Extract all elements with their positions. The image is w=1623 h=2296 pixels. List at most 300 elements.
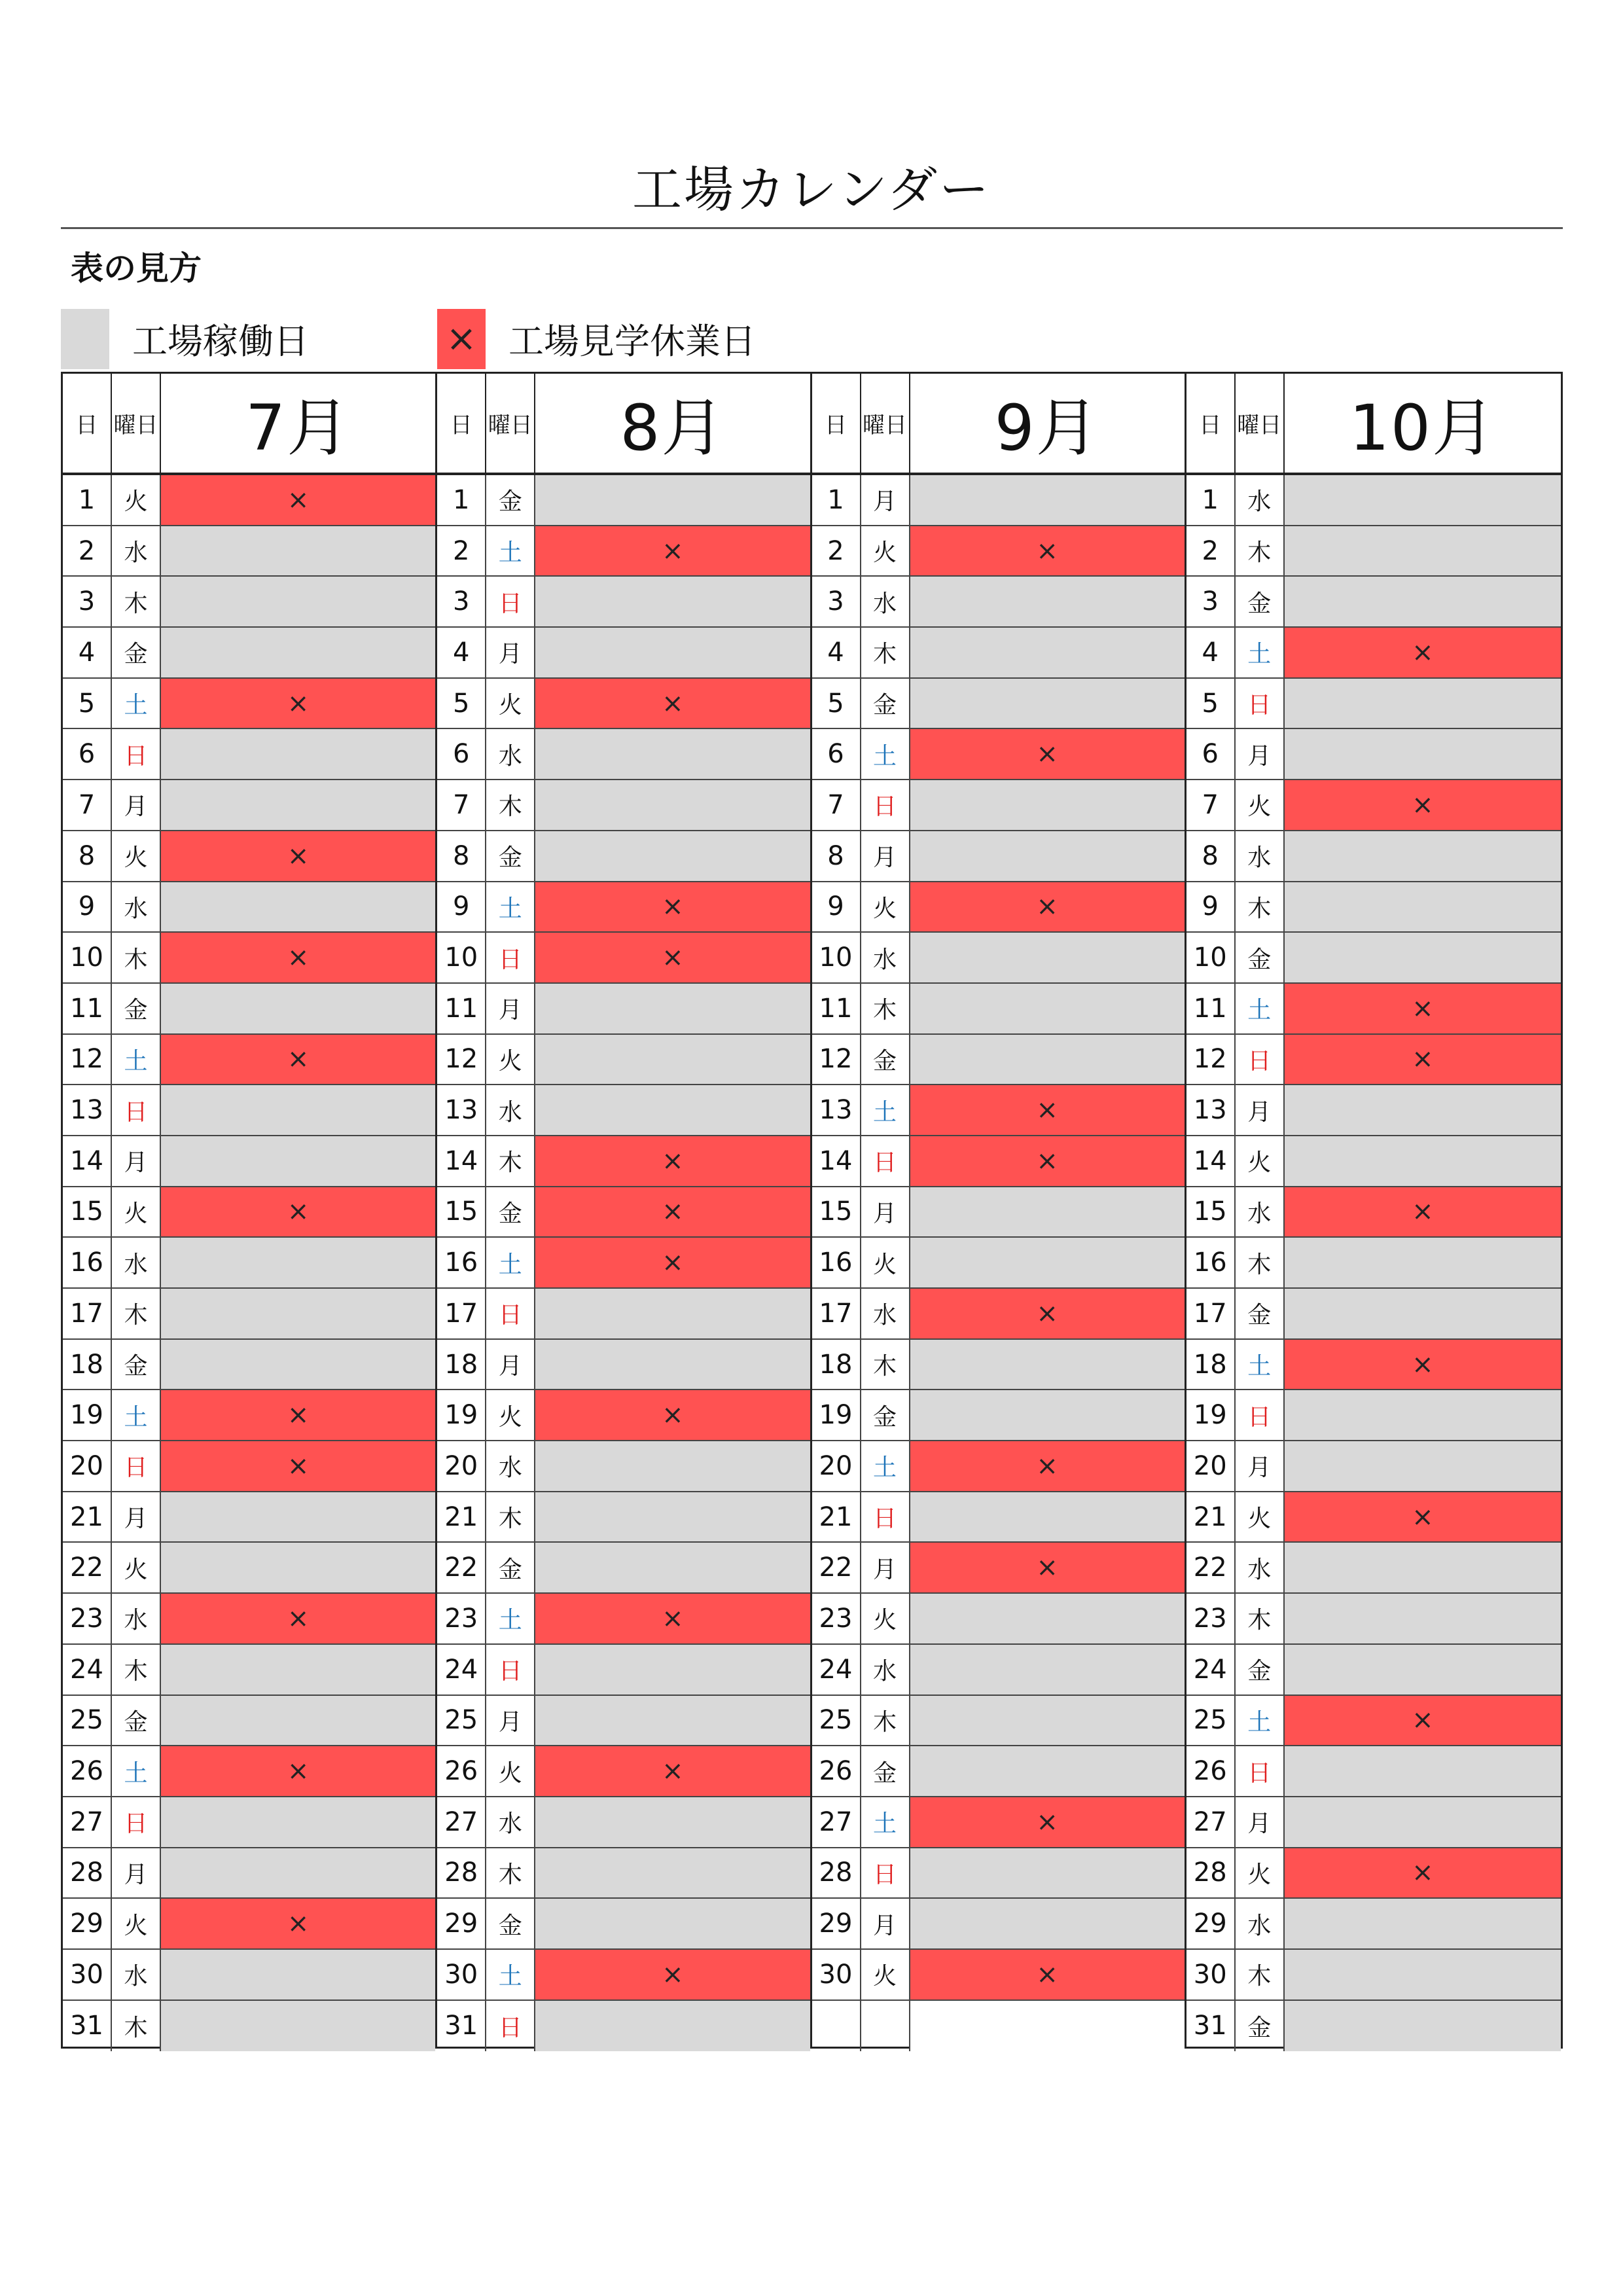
weekday: 水 [861, 933, 910, 982]
weekday: 水 [1236, 831, 1285, 881]
work-day-status [910, 1696, 1185, 1746]
day-row [1186, 1390, 1561, 1441]
day-number: 10 [63, 933, 112, 982]
day-number: 2 [63, 526, 112, 576]
day-number: 18 [63, 1340, 112, 1390]
day-number: 6 [437, 729, 486, 779]
day-row [812, 1950, 1185, 2001]
weekday: 金 [486, 831, 535, 881]
weekday: 火 [861, 1950, 910, 2000]
work-day-status [161, 1696, 435, 1746]
day-row [437, 882, 810, 933]
work-day-status [910, 1746, 1185, 1796]
weekday: 火 [112, 1899, 161, 1948]
day-number: 17 [63, 1289, 112, 1338]
weekday: 火 [1236, 780, 1285, 830]
day-number: 25 [63, 1696, 112, 1746]
day-row [1186, 1696, 1561, 1747]
weekday: 金 [486, 1543, 535, 1592]
day-row [812, 577, 1185, 628]
weekday: 火 [486, 1390, 535, 1440]
day-row [1186, 1543, 1561, 1594]
day-row [63, 628, 435, 679]
day-number: 14 [812, 1136, 861, 1186]
day-number: 20 [1186, 1441, 1236, 1491]
closed-day-status: × [161, 1390, 435, 1440]
work-day-status [1285, 1899, 1561, 1948]
weekday: 月 [112, 1848, 161, 1898]
day-number: 19 [812, 1390, 861, 1440]
day-row [437, 475, 810, 526]
closed-day-status: × [535, 679, 810, 728]
work-day-status [1285, 882, 1561, 932]
closed-day-status: × [535, 1746, 810, 1796]
day-row [63, 2001, 435, 2052]
day-number: 3 [63, 577, 112, 626]
work-day-status [161, 1492, 435, 1542]
day-number: 15 [1186, 1187, 1236, 1237]
day-row [63, 1797, 435, 1848]
weekday: 木 [861, 1340, 910, 1390]
month-header [63, 374, 435, 475]
weekday: 土 [486, 1594, 535, 1643]
day-number: 2 [1186, 526, 1236, 576]
closed-day-status: × [910, 1441, 1185, 1491]
month-header [437, 374, 810, 475]
day-row [812, 1441, 1185, 1492]
day-rows [63, 475, 435, 2051]
day-row [63, 831, 435, 882]
weekday: 水 [486, 1085, 535, 1135]
day-row [63, 1390, 435, 1441]
day-row [1186, 1085, 1561, 1136]
weekday: 木 [861, 984, 910, 1033]
weekday: 木 [486, 1492, 535, 1542]
day-number: 5 [812, 679, 861, 728]
weekday: 水 [112, 882, 161, 932]
day-row [812, 1797, 1185, 1848]
day-number: 16 [437, 1238, 486, 1287]
day-row [812, 2001, 1185, 2052]
closed-day-status: × [161, 1594, 435, 1643]
day-number: 30 [437, 1950, 486, 2000]
weekday: 火 [861, 1594, 910, 1643]
day-number: 21 [1186, 1492, 1236, 1542]
work-day-status [1285, 1238, 1561, 1287]
weekday: 火 [1236, 1492, 1285, 1542]
closed-day-status: × [1285, 780, 1561, 830]
day-row [812, 1543, 1185, 1594]
day-number: 18 [812, 1340, 861, 1390]
day-number: 16 [1186, 1238, 1236, 1287]
weekday: 金 [112, 1340, 161, 1390]
day-row [812, 984, 1185, 1035]
day-row [1186, 2001, 1561, 2052]
day-row [1186, 679, 1561, 730]
day-number: 29 [1186, 1899, 1236, 1948]
day-number: 29 [437, 1899, 486, 1948]
work-day-status [161, 1136, 435, 1186]
weekday: 木 [112, 1645, 161, 1695]
day-number: 3 [1186, 577, 1236, 626]
day-number: 23 [63, 1594, 112, 1643]
weekday: 月 [486, 984, 535, 1033]
weekday: 金 [1236, 577, 1285, 626]
day-number: 27 [812, 1797, 861, 1847]
weekday: 日 [1236, 679, 1285, 728]
weekday: 金 [1236, 2001, 1285, 2052]
work-day-status [910, 1238, 1185, 1287]
closed-day-status: × [161, 1035, 435, 1085]
day-number: 14 [437, 1136, 486, 1186]
day-row [63, 1340, 435, 1391]
day-number: 24 [63, 1645, 112, 1695]
weekday: 水 [486, 1441, 535, 1491]
day-row [63, 1035, 435, 1086]
day-number: 4 [1186, 628, 1236, 677]
day-number: 26 [63, 1746, 112, 1796]
day-row [63, 1848, 435, 1899]
day-number: 5 [437, 679, 486, 728]
day-number: 16 [63, 1238, 112, 1287]
day-number: 15 [63, 1187, 112, 1237]
closed-day-status: × [161, 1746, 435, 1796]
weekday: 土 [861, 729, 910, 779]
day-number: 25 [812, 1696, 861, 1746]
day-row [812, 780, 1185, 831]
day-number: 18 [437, 1340, 486, 1390]
day-number: 31 [1186, 2001, 1236, 2052]
month-column [1186, 374, 1561, 2047]
day-number: 9 [812, 882, 861, 932]
day-number: 1 [63, 475, 112, 525]
work-day-status [1285, 1950, 1561, 2000]
weekday: 金 [1236, 1289, 1285, 1338]
day-number: 26 [812, 1746, 861, 1796]
day-number: 30 [63, 1950, 112, 2000]
weekday: 土 [112, 1035, 161, 1085]
day-number: 27 [63, 1797, 112, 1847]
day-row [812, 1289, 1185, 1340]
weekday: 土 [1236, 984, 1285, 1033]
day-number: 1 [812, 475, 861, 525]
day-column-header: 日 [437, 374, 486, 473]
closed-day-status: × [535, 1136, 810, 1186]
weekday: 日 [486, 1645, 535, 1695]
work-day-status [535, 1645, 810, 1695]
weekday: 土 [486, 1950, 535, 2000]
day-row [1186, 1797, 1561, 1848]
day-row [812, 1238, 1185, 1289]
work-day-status [535, 577, 810, 626]
day-column-header: 日 [63, 374, 112, 473]
work-day-status [1285, 1390, 1561, 1440]
weekday: 火 [861, 1238, 910, 1287]
weekday: 日 [112, 1441, 161, 1491]
empty-day-status [910, 2001, 1185, 2052]
work-day-status [910, 577, 1185, 626]
day-number: 21 [63, 1492, 112, 1542]
day-number: 11 [63, 984, 112, 1033]
day-row [1186, 882, 1561, 933]
day-row [437, 984, 810, 1035]
day-number: 16 [812, 1238, 861, 1287]
closed-day-status: × [910, 1085, 1185, 1135]
closed-day-status: × [535, 526, 810, 576]
work-day-status [1285, 831, 1561, 881]
day-number: 2 [812, 526, 861, 576]
work-day-status [535, 1289, 810, 1338]
day-number: 17 [1186, 1289, 1236, 1338]
closed-day-status: × [910, 729, 1185, 779]
weekday: 月 [861, 1899, 910, 1948]
weekday-column-header: 曜日 [861, 374, 910, 473]
work-day-status [535, 628, 810, 677]
work-day-label: 工場稼働日 [132, 321, 309, 362]
day-number: 15 [812, 1187, 861, 1237]
work-day-status [535, 1848, 810, 1898]
day-row [1186, 1136, 1561, 1187]
legend-heading: 表の見方 [71, 249, 202, 287]
day-row [1186, 831, 1561, 882]
day-row [437, 1746, 810, 1797]
day-number: 19 [63, 1390, 112, 1440]
month-name: 9月 [994, 391, 1100, 465]
day-number: 24 [1186, 1645, 1236, 1695]
day-number: 27 [437, 1797, 486, 1847]
weekday: 水 [1236, 1187, 1285, 1237]
day-number: 22 [63, 1543, 112, 1592]
month-name: 10月 [1349, 391, 1496, 465]
day-number: 5 [63, 679, 112, 728]
day-number: 29 [63, 1899, 112, 1948]
work-day-status [910, 1340, 1185, 1390]
weekday: 金 [486, 1187, 535, 1237]
day-number: 19 [1186, 1390, 1236, 1440]
day-number: 9 [1186, 882, 1236, 932]
day-row [1186, 1848, 1561, 1899]
work-day-status [910, 475, 1185, 525]
work-day-status [535, 831, 810, 881]
day-number: 21 [812, 1492, 861, 1542]
day-row [812, 1645, 1185, 1696]
work-day-status [535, 780, 810, 830]
weekday-column-header: 曜日 [1236, 374, 1285, 473]
day-row [437, 1645, 810, 1696]
day-row [63, 1085, 435, 1136]
weekday: 金 [486, 475, 535, 525]
work-day-status [161, 1797, 435, 1847]
work-day-status [535, 1085, 810, 1135]
work-day-status [535, 1340, 810, 1390]
day-number: 28 [812, 1848, 861, 1898]
work-day-status [535, 475, 810, 525]
closed-day-status: × [1285, 1035, 1561, 1085]
weekday: 火 [112, 475, 161, 525]
work-day-status [161, 780, 435, 830]
weekday: 土 [1236, 628, 1285, 677]
day-number: 14 [1186, 1136, 1236, 1186]
day-column-header: 日 [812, 374, 861, 473]
closed-day-status: × [910, 882, 1185, 932]
weekday: 月 [1236, 1085, 1285, 1135]
closed-day-status: × [910, 1950, 1185, 2000]
weekday: 木 [486, 1848, 535, 1898]
weekday: 土 [861, 1085, 910, 1135]
weekday: 水 [861, 577, 910, 626]
weekday: 木 [1236, 1594, 1285, 1643]
day-number: 13 [812, 1085, 861, 1135]
month-column [812, 374, 1186, 2047]
day-number: 20 [812, 1441, 861, 1491]
day-row [437, 1340, 810, 1391]
work-day-status [910, 1390, 1185, 1440]
day-row [437, 1136, 810, 1187]
day-number: 12 [63, 1035, 112, 1085]
day-number: 23 [437, 1594, 486, 1643]
day-row [1186, 577, 1561, 628]
work-day-status [1285, 1594, 1561, 1643]
day-row [437, 933, 810, 984]
weekday: 火 [1236, 1136, 1285, 1186]
weekday-column-header: 曜日 [112, 374, 161, 473]
day-number: 11 [437, 984, 486, 1033]
day-number: 31 [63, 2001, 112, 2052]
day-rows [812, 475, 1185, 2051]
work-day-status [1285, 2001, 1561, 2052]
day-row [1186, 729, 1561, 780]
weekday: 木 [486, 1136, 535, 1186]
weekday: 日 [112, 729, 161, 779]
day-row [812, 628, 1185, 679]
day-row [63, 1746, 435, 1797]
work-day-status [161, 1543, 435, 1592]
day-row [437, 1085, 810, 1136]
day-row [812, 475, 1185, 526]
day-row [1186, 1950, 1561, 2001]
day-row [437, 1848, 810, 1899]
weekday: 火 [112, 1187, 161, 1237]
closed-day-status: × [161, 831, 435, 881]
work-day-status [161, 1645, 435, 1695]
work-day-status [910, 933, 1185, 982]
day-number: 22 [1186, 1543, 1236, 1592]
day-row [1186, 1594, 1561, 1645]
weekday: 月 [861, 1543, 910, 1592]
month-column [63, 374, 437, 2047]
day-number: 13 [1186, 1085, 1236, 1135]
day-row [437, 1899, 810, 1950]
day-number: 11 [812, 984, 861, 1033]
closed-day-status: × [535, 1187, 810, 1237]
day-number: 3 [812, 577, 861, 626]
work-day-status [910, 1492, 1185, 1542]
day-number: 11 [1186, 984, 1236, 1033]
work-day-status [1285, 679, 1561, 728]
work-day-status [161, 577, 435, 626]
day-number: 12 [812, 1035, 861, 1085]
work-day-status [161, 1340, 435, 1390]
day-number: 19 [437, 1390, 486, 1440]
closed-day-status: × [1285, 628, 1561, 677]
day-number: 4 [812, 628, 861, 677]
weekday: 火 [486, 1746, 535, 1796]
weekday: 土 [112, 1746, 161, 1796]
day-number: 3 [437, 577, 486, 626]
day-number: 24 [437, 1645, 486, 1695]
weekday: 火 [112, 831, 161, 881]
weekday: 土 [112, 1390, 161, 1440]
closed-day-status: × [1285, 1492, 1561, 1542]
weekday: 水 [486, 729, 535, 779]
weekday: 水 [112, 1238, 161, 1287]
weekday: 日 [1236, 1746, 1285, 1796]
day-row [63, 1136, 435, 1187]
weekday: 土 [486, 526, 535, 576]
day-row [437, 577, 810, 628]
work-day-status [1285, 729, 1561, 779]
day-row [1186, 1746, 1561, 1797]
weekday: 金 [861, 679, 910, 728]
work-day-status [910, 1035, 1185, 1085]
weekday: 木 [861, 1696, 910, 1746]
work-day-status [910, 1645, 1185, 1695]
day-row [812, 1035, 1185, 1086]
closed-day-status: × [1285, 1848, 1561, 1898]
month-header [1186, 374, 1561, 475]
weekday: 月 [861, 1187, 910, 1237]
day-number: 6 [63, 729, 112, 779]
day-row [63, 780, 435, 831]
day-row [63, 984, 435, 1035]
day-number: 7 [437, 780, 486, 830]
day-row [63, 577, 435, 628]
day-number [812, 2001, 861, 2052]
weekday: 火 [486, 679, 535, 728]
day-row [437, 831, 810, 882]
day-row [1186, 1645, 1561, 1696]
weekday: 金 [1236, 1645, 1285, 1695]
weekday: 木 [1236, 882, 1285, 932]
work-day-status [910, 679, 1185, 728]
weekday: 水 [861, 1289, 910, 1338]
work-day-status [535, 984, 810, 1033]
work-day-status [1285, 1797, 1561, 1847]
weekday: 金 [112, 1696, 161, 1746]
day-number: 7 [63, 780, 112, 830]
calendar-table [61, 372, 1563, 2049]
work-day-status [1285, 526, 1561, 576]
work-day-status [1285, 1746, 1561, 1796]
day-column-header: 日 [1186, 374, 1236, 473]
day-row [1186, 1340, 1561, 1391]
weekday: 日 [861, 1136, 910, 1186]
day-number: 8 [1186, 831, 1236, 881]
weekday: 水 [112, 526, 161, 576]
work-day-status [910, 831, 1185, 881]
day-number: 5 [1186, 679, 1236, 728]
day-row [63, 1645, 435, 1696]
day-rows [437, 475, 810, 2051]
day-row [1186, 984, 1561, 1035]
day-row [63, 1950, 435, 2001]
day-row [1186, 526, 1561, 577]
closed-day-status: × [535, 1390, 810, 1440]
closed-day-status: × [910, 526, 1185, 576]
month-name: 8月 [620, 391, 726, 465]
weekday: 金 [861, 1035, 910, 1085]
closed-day-status: × [161, 933, 435, 982]
